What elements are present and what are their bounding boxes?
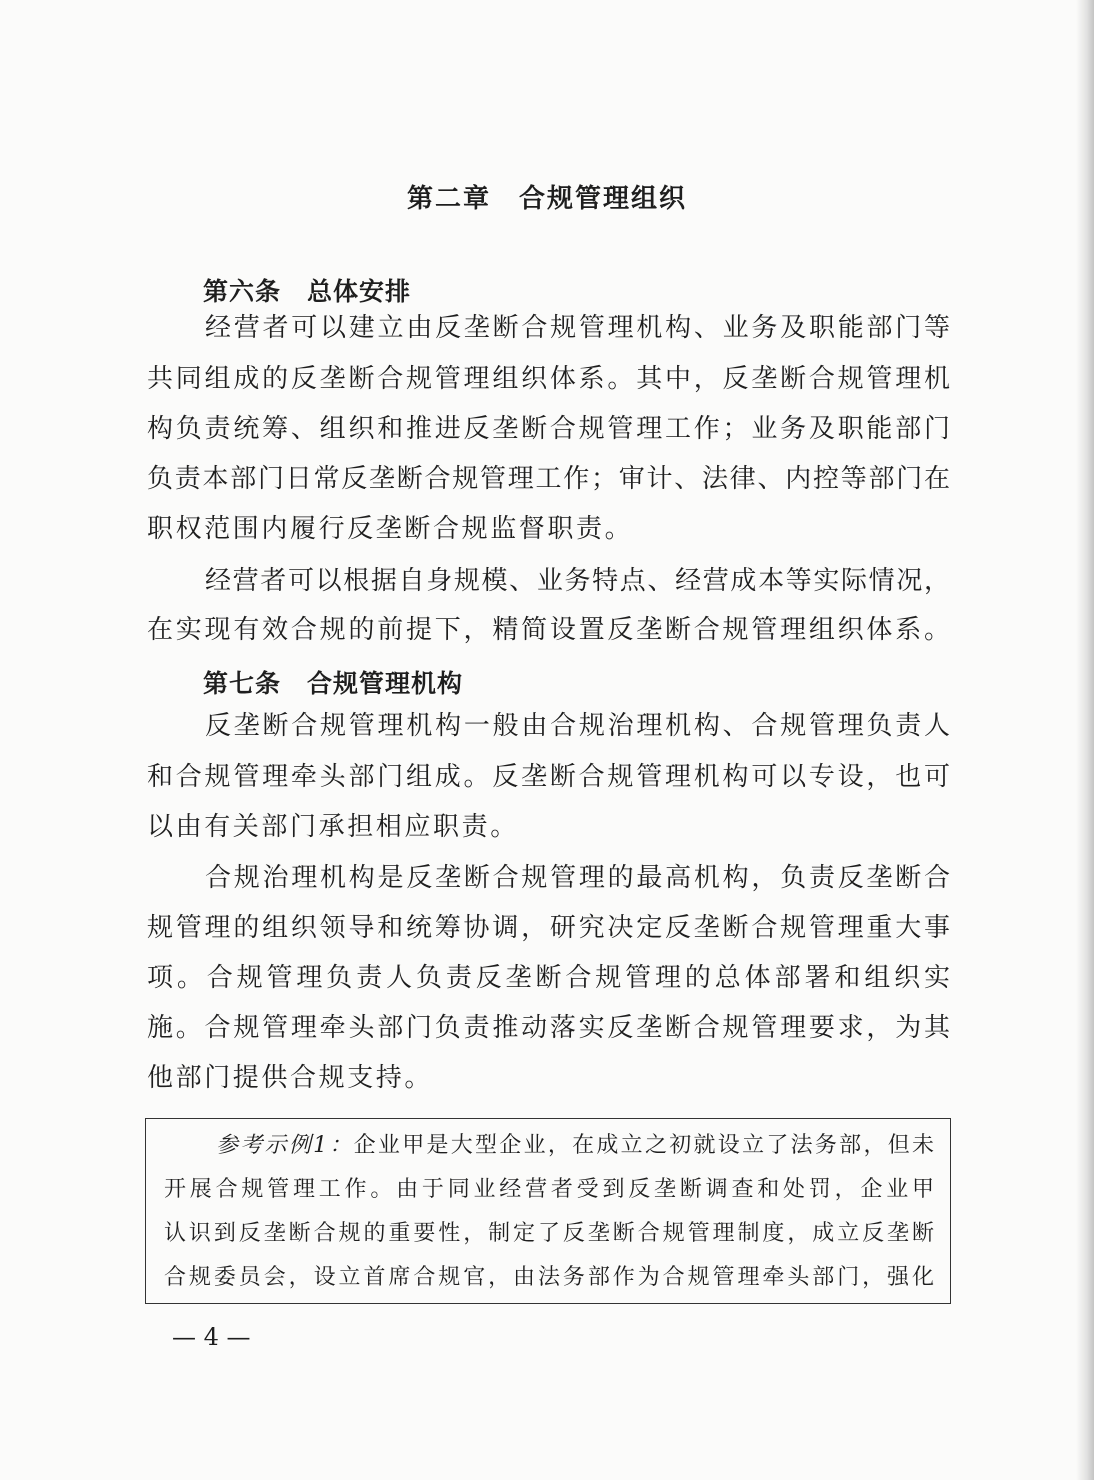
article-6-para2-line: 在实现有效合规的前提下，精简设置反垄断合规管理组织体系。 xyxy=(147,615,950,645)
article-7-para1-line: 和合规管理牵头部门组成。反垄断合规管理机构可以专设，也可 xyxy=(147,762,950,792)
article-6-heading: 第六条 总体安排 xyxy=(203,277,412,306)
page-number: — 4 — xyxy=(172,1323,251,1351)
chapter-title: 第二章 合规管理组织 xyxy=(406,184,687,214)
example-line: 合规委员会，设立首席合规官，由法务部作为合规管理牵头部门，强化 xyxy=(164,1265,934,1290)
article-7-para1-line: 以由有关部门承担相应职责。 xyxy=(147,812,519,842)
example-line-text: 企业甲是大型企业，在成立之初就设立了法务部，但未 xyxy=(353,1133,934,1158)
example-label: 参考示例1： xyxy=(216,1133,354,1158)
example-line: 开展合规管理工作。由于同业经营者受到反垄断调查和处罚，企业甲 xyxy=(164,1177,934,1202)
reference-example-box xyxy=(145,1118,951,1304)
article-7-para2-line: 他部门提供合规支持。 xyxy=(147,1063,434,1093)
article-7-para1-line: 反垄断合规管理机构一般由合规治理机构、合规管理负责人 xyxy=(205,711,950,741)
page-edge-shadow xyxy=(1076,0,1094,1480)
article-6-para1-line: 经营者可以建立由反垄断合规管理机构、业务及职能部门等 xyxy=(205,313,950,343)
article-7-para2-line: 规管理的组织领导和统筹协调，研究决定反垄断合规管理重大事 xyxy=(147,913,950,943)
example-line xyxy=(216,1135,934,1157)
article-6-para1-line: 负责本部门日常反垄断合规管理工作；审计、法律、内控等部门在 xyxy=(147,464,950,494)
article-7-heading: 第七条 合规管理机构 xyxy=(203,669,464,698)
article-6-para1-line: 职权范围内履行反垄断合规监督职责。 xyxy=(147,514,634,544)
article-6-para2-line: 经营者可以根据自身规模、业务特点、经营成本等实际情况， xyxy=(205,566,950,596)
article-7-para2-line: 合规治理机构是反垄断合规管理的最高机构，负责反垄断合 xyxy=(205,863,950,893)
example-line: 认识到反垄断合规的重要性，制定了反垄断合规管理制度，成立反垄断 xyxy=(164,1221,934,1246)
article-7-para2-line: 项。合规管理负责人负责反垄断合规管理的总体部署和组织实 xyxy=(147,963,950,993)
article-7-para2-line: 施。合规管理牵头部门负责推动落实反垄断合规管理要求，为其 xyxy=(147,1013,950,1043)
article-6-para1-line: 构负责统筹、组织和推进反垄断合规管理工作；业务及职能部门 xyxy=(147,414,950,444)
article-6-para1-line: 共同组成的反垄断合规管理组织体系。其中，反垄断合规管理机 xyxy=(147,364,950,394)
